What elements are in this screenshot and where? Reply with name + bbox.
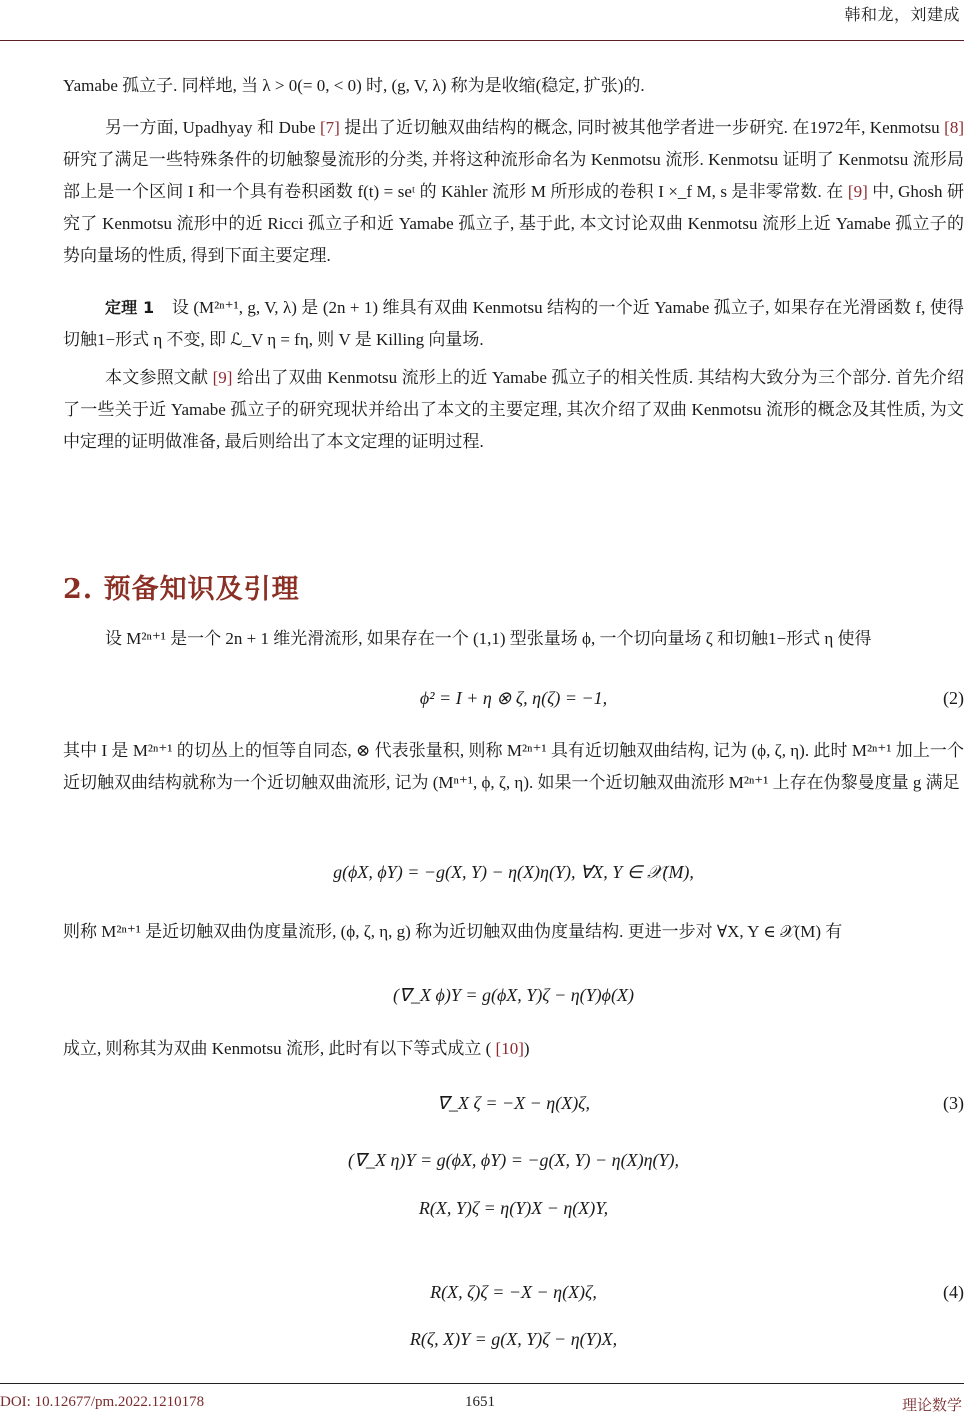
journal-link[interactable]: 理论数学: [901, 1398, 962, 1414]
theorem-1: [63, 292, 964, 356]
paragraph-pseudo-wrap: [63, 916, 964, 948]
paragraph-structure-def: 其中 I 是 M²ⁿ⁺¹ 的切丛上的恒等自同态, ⊗ 代表张量积, 则称 M²ⁿ⁺¹ 具有近切触双曲结构, 记为 (ϕ, ζ, η). 此时 M²ⁿ⁺¹ 加上一个近切触双曲结构就称为一个近切触双曲流形, 记为 (Mⁿ⁺¹, ϕ, ζ, η). 如果一个近切触双曲流形 M²ⁿ⁺¹ 上存在伪黎曼度量 g 满足: [63, 741, 964, 792]
equation-4: R(X, ζ)ζ = −X − η(X)ζ, (4): [430, 1282, 964, 1302]
header-rule: [0, 40, 964, 41]
footer-rule: [0, 1383, 964, 1384]
equation-metric: g(ϕX, ϕY) = −g(X, Y) − η(X)η(Y), ∀X, Y ∈ 𝒳(M),: [333, 862, 694, 882]
equation-number: (4): [943, 1282, 964, 1302]
equation-number: (3): [943, 1093, 964, 1113]
paragraph-intro-cont: Yamabe 孤立子. 同样地, 当 λ > 0(= 0, < 0) 时, (g, V, λ) 称为是收缩(稳定, 扩张)的.: [63, 76, 645, 95]
equation-3c: R(X, Y)ζ = η(Y)X − η(X)Y,: [418, 1198, 609, 1218]
paragraph-background: 另一方面, Upadhyay 和 Dube [7] 提出了近切触双曲结构的概念, 同时被其他学者进一步研究. 在1972年, Kenmotsu [8] 研究了满足一些特殊条件的切触黎曼流形的分类, 并将这种流形命名为 Kenmotsu 流形. Kenmotsu 证明了 Kenmotsu 流形局部上是一个区间 I 和一个具有卷积函数 f(t) = seᵗ 的 Kähler 流形 M 所形成的卷积 I ×_f M, s 是非零常数. 在 [9] 中, Ghosh 研究了 Kenmotsu 流形中的近 Ricci 孤立子和近 Yamabe 孤立子, 基于此, 本文讨论双曲 Kenmotsu 流形上近 Yamabe 孤立子的势向量场的性质, 得到下面主要定理.: [63, 118, 964, 265]
citation-9[interactable]: [9]: [847, 182, 868, 201]
preliminaries-text: [63, 623, 964, 655]
paragraph-definition: 设 M²ⁿ⁺¹ 是一个 2n + 1 维光滑流形, 如果存在一个 (1,1) 型张量场 ϕ, 一个切向量场 ζ 和切触1−形式 η 使得: [105, 629, 872, 648]
running-header-authors: 韩和龙，刘建成: [844, 5, 960, 24]
paragraph-structure: 本文参照文献 [9] 给出了双曲 Kenmotsu 流形上的近 Yamabe 孤立子的相关性质. 其结构大致分为三个部分. 首先介绍了一些关于近 Yamabe 孤立子的研究现状并给出了本文的主要定理, 其次介绍了双曲 Kenmotsu 流形的概念及其性质, 为文中定理的证明做准备, 最后则给出了本文定理的证明过程.: [63, 368, 964, 451]
citation-9b[interactable]: [9]: [212, 368, 233, 387]
equation-3: ∇_X ζ = −X − η(X)ζ, (3): [437, 1093, 964, 1113]
citation-7[interactable]: [7]: [319, 118, 340, 137]
page-footer: [0, 1394, 964, 1414]
section-heading: 2. 预备知识及引理: [63, 574, 300, 605]
theorem-label: 定理 1: [105, 298, 155, 317]
doi-link[interactable]: DOI: 10.12677/pm.2022.1210178: [0, 1394, 205, 1410]
body-text: [63, 70, 964, 458]
citation-8[interactable]: [8]: [944, 118, 964, 137]
theorem-statement: 设 (M²ⁿ⁺¹, g, V, λ) 是 (2n + 1) 维具有双曲 Kenmotsu 结构的一个近 Yamabe 孤立子, 如果存在光滑函数 f, 使得切触1−形式 η 不变, 即 ℒ_V η = fη, 则 V 是 Killing 向量场.: [63, 298, 964, 349]
paragraph-pseudo-metric: 则称 M²ⁿ⁺¹ 是近切触双曲伪度量流形, (ϕ, ζ, η, g) 称为近切触双曲伪度量结构. 更进一步对 ∀X, Y ∈ 𝒳(M) 有: [63, 922, 843, 941]
equation-kenmotsu: (∇_X ϕ)Y = g(ϕX, Y)ζ − η(Y)ϕ(X): [393, 985, 634, 1005]
equation-4b: R(ζ, X)Y = g(X, Y)ζ − η(Y)X,: [409, 1329, 618, 1349]
paragraph-identities: 成立, 则称其为双曲 Kenmotsu 流形, 此时有以下等式成立 ( [10]): [63, 1039, 530, 1058]
page-number: 1651: [465, 1394, 495, 1410]
equation-2: ϕ² = I + η ⊗ ζ, η(ζ) = −1, (2): [419, 688, 964, 708]
equation-3b: (∇_X η)Y = g(ϕX, ϕY) = −g(X, Y) − η(X)η(Y),: [347, 1150, 679, 1170]
paragraph-identities-wrap: [63, 1033, 964, 1065]
citation-10[interactable]: [10]: [495, 1039, 524, 1058]
equation-number: (2): [943, 688, 964, 708]
paragraph-structure-def-wrap: [63, 735, 964, 799]
